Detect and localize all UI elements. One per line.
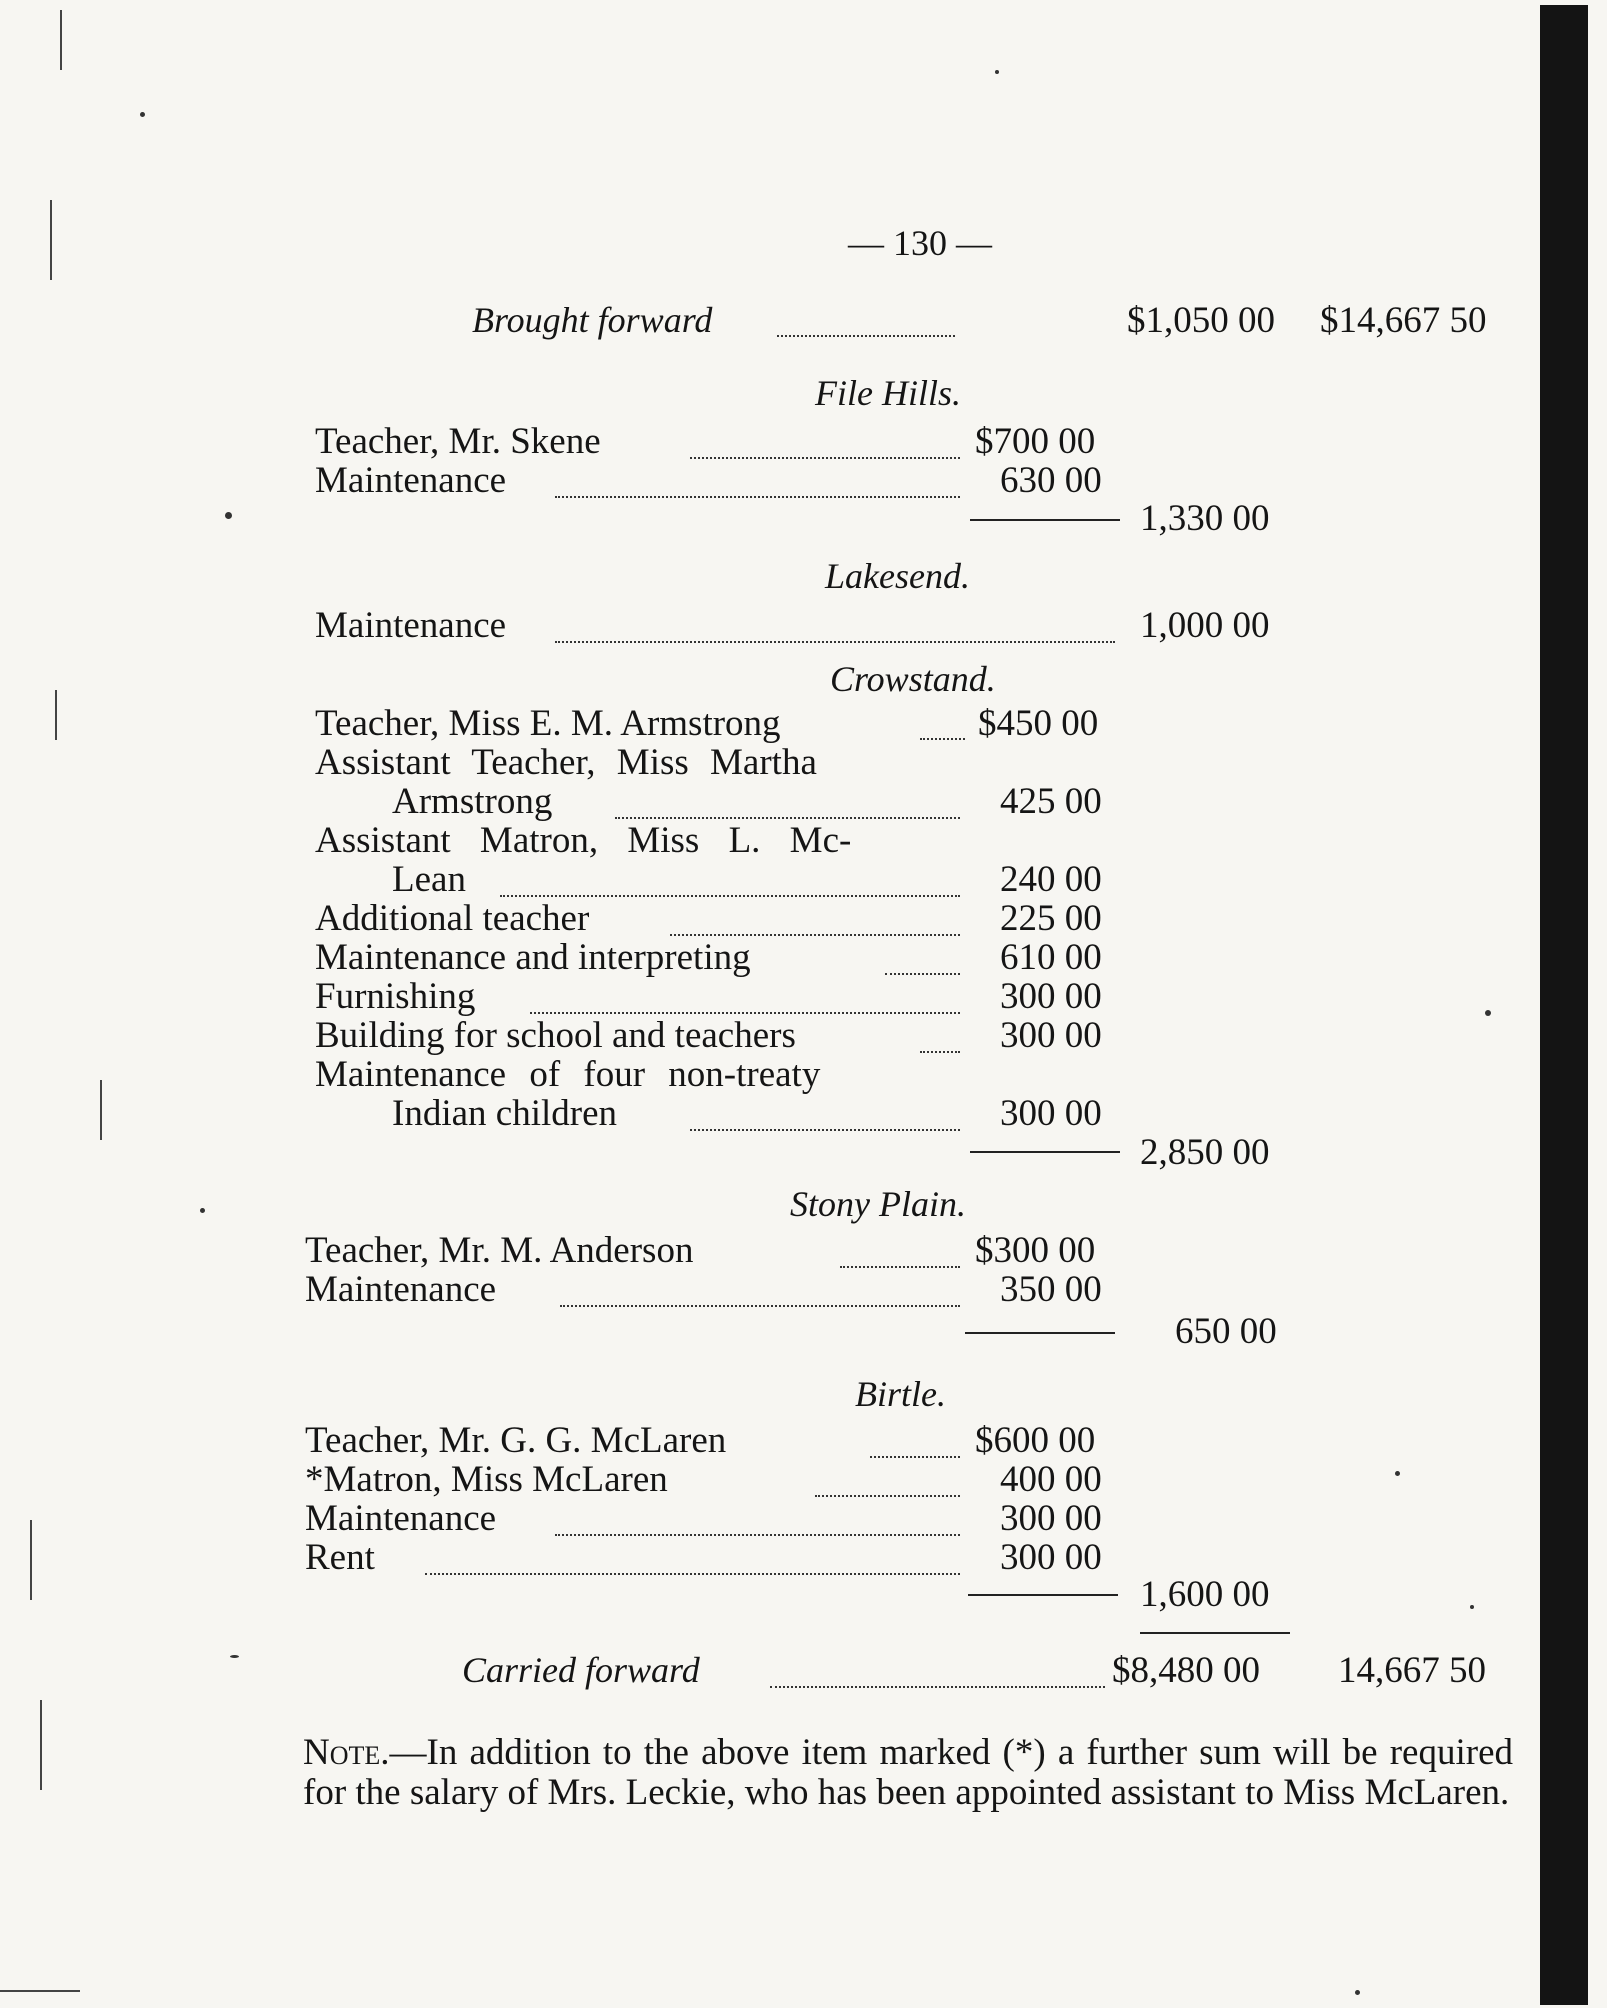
scan-edge-shadow bbox=[1540, 5, 1588, 2005]
line-item-label: Teacher, Miss E. M. Armstrong bbox=[315, 703, 781, 744]
carried-forward-amount-a: $8,480 00 bbox=[1112, 1650, 1260, 1691]
scan-speck bbox=[225, 512, 232, 519]
line-item-amount: 300 00 bbox=[1000, 1498, 1102, 1539]
line-item-label: Assistant Matron, Miss L. Mc- bbox=[315, 820, 852, 861]
section-heading-lakesend: Lakesend. bbox=[825, 556, 970, 596]
subtotal-rule bbox=[970, 1151, 1120, 1153]
footnote-text: .—In addition to the above item marked (*) a further sum will be required for the salary of Mrs. Leckie, who has been appointed assistant to Miss McLaren. bbox=[303, 1732, 1513, 1813]
grand-total-rule bbox=[1140, 1632, 1290, 1634]
leader-dots bbox=[425, 1553, 960, 1575]
scan-speck bbox=[1470, 1605, 1474, 1609]
leader-dots bbox=[555, 1514, 960, 1536]
brought-forward-label: Brought forward bbox=[472, 300, 713, 340]
leader-dots bbox=[885, 953, 960, 975]
line-item-label-cont: Lean bbox=[392, 859, 466, 900]
scan-speck bbox=[1485, 1010, 1491, 1016]
line-item-label: Maintenance bbox=[305, 1498, 497, 1539]
leader-dots bbox=[500, 875, 960, 897]
line-item-amount: $300 00 bbox=[975, 1230, 1096, 1271]
section-total: 2,850 00 bbox=[1140, 1132, 1270, 1173]
carried-forward-label: Carried forward bbox=[462, 1650, 700, 1690]
leader-dots bbox=[840, 1246, 960, 1268]
leader-dots bbox=[670, 914, 960, 936]
line-item-label: Assistant Teacher, Miss Martha bbox=[315, 742, 817, 783]
subtotal-rule bbox=[965, 1332, 1115, 1334]
line-item-label: *Matron, Miss McLaren bbox=[305, 1459, 668, 1500]
line-item-label: Furnishing bbox=[315, 976, 476, 1017]
section-heading-file-hills: File Hills. bbox=[815, 373, 961, 413]
line-item-label-cont: Indian children bbox=[392, 1093, 617, 1134]
line-item-label: Teacher, Mr. M. Anderson bbox=[305, 1230, 694, 1271]
section-heading-stony-plain: Stony Plain. bbox=[790, 1184, 966, 1224]
leader-dots bbox=[690, 437, 960, 459]
line-item-amount: 300 00 bbox=[1000, 1537, 1102, 1578]
line-item-amount: 300 00 bbox=[1000, 1093, 1102, 1134]
leader-dots bbox=[870, 1436, 960, 1458]
leader-dots bbox=[920, 1031, 960, 1053]
line-item-label: Maintenance bbox=[315, 605, 507, 646]
line-item-amount: 610 00 bbox=[1000, 937, 1102, 978]
page-number: — 130 — bbox=[848, 223, 992, 263]
line-item-label: Additional teacher bbox=[315, 898, 590, 939]
line-item-amount: $450 00 bbox=[978, 703, 1099, 744]
line-item-amount: 300 00 bbox=[1000, 976, 1102, 1017]
line-item-amount: $700 00 bbox=[975, 421, 1096, 462]
leader-dots bbox=[770, 1666, 1105, 1688]
leader-dots bbox=[555, 621, 1115, 643]
brought-forward-amount-b: $14,667 50 bbox=[1320, 300, 1487, 341]
footnote-lead: Note bbox=[303, 1732, 381, 1773]
leader-dots bbox=[560, 1285, 960, 1307]
line-item-label: Building for school and teachers bbox=[315, 1015, 796, 1056]
line-item-label: Rent bbox=[305, 1537, 375, 1578]
footnote bbox=[303, 1733, 1513, 1813]
scan-speck bbox=[1355, 1990, 1360, 1995]
scan-edge-mark bbox=[40, 1700, 42, 1790]
leader-dots bbox=[690, 1109, 960, 1131]
leader-dots bbox=[920, 718, 965, 740]
line-item-amount: 630 00 bbox=[1000, 460, 1102, 501]
scan-speck bbox=[200, 1208, 205, 1213]
line-item-amount: 350 00 bbox=[1000, 1269, 1102, 1310]
scan-edge-mark bbox=[60, 10, 62, 70]
line-item-amount: 1,000 00 bbox=[1140, 605, 1270, 646]
subtotal-rule bbox=[968, 1594, 1118, 1596]
leader-dots bbox=[555, 476, 960, 498]
scan-speck bbox=[230, 1655, 239, 1658]
scan-speck bbox=[995, 70, 999, 74]
leader-dots bbox=[615, 797, 960, 819]
line-item-label: Maintenance bbox=[315, 460, 507, 501]
line-item-amount: $600 00 bbox=[975, 1420, 1096, 1461]
line-item-label: Teacher, Mr. Skene bbox=[315, 421, 601, 462]
section-total: 1,330 00 bbox=[1140, 498, 1270, 539]
section-total: 1,600 00 bbox=[1140, 1574, 1270, 1615]
line-item-amount: 400 00 bbox=[1000, 1459, 1102, 1500]
scan-speck bbox=[1395, 1471, 1400, 1476]
line-item-label: Maintenance and interpreting bbox=[315, 937, 751, 978]
carried-forward-amount-b: 14,667 50 bbox=[1338, 1650, 1486, 1691]
line-item-label-cont: Armstrong bbox=[392, 781, 553, 822]
scan-edge-mark bbox=[100, 1080, 102, 1140]
line-item-label: Maintenance bbox=[305, 1269, 497, 1310]
section-heading-birtle: Birtle. bbox=[855, 1374, 946, 1414]
leader-dots bbox=[815, 1475, 960, 1497]
brought-forward-amount-a: $1,050 00 bbox=[1127, 300, 1275, 341]
line-item-amount: 225 00 bbox=[1000, 898, 1102, 939]
scan-speck bbox=[140, 112, 145, 117]
leader-dots bbox=[530, 992, 960, 1014]
scan-edge-mark bbox=[30, 1520, 32, 1600]
line-item-label: Teacher, Mr. G. G. McLaren bbox=[305, 1420, 727, 1461]
subtotal-rule bbox=[970, 519, 1120, 521]
section-heading-crowstand: Crowstand. bbox=[830, 659, 996, 699]
line-item-amount: 240 00 bbox=[1000, 859, 1102, 900]
scan-edge-mark bbox=[55, 690, 57, 740]
line-item-amount: 300 00 bbox=[1000, 1015, 1102, 1056]
scan-edge-mark bbox=[0, 1990, 80, 1992]
section-total: 650 00 bbox=[1175, 1311, 1277, 1352]
line-item-label: Maintenance of four non-treaty bbox=[315, 1054, 821, 1095]
line-item-amount: 425 00 bbox=[1000, 781, 1102, 822]
leader-dots bbox=[777, 315, 955, 337]
